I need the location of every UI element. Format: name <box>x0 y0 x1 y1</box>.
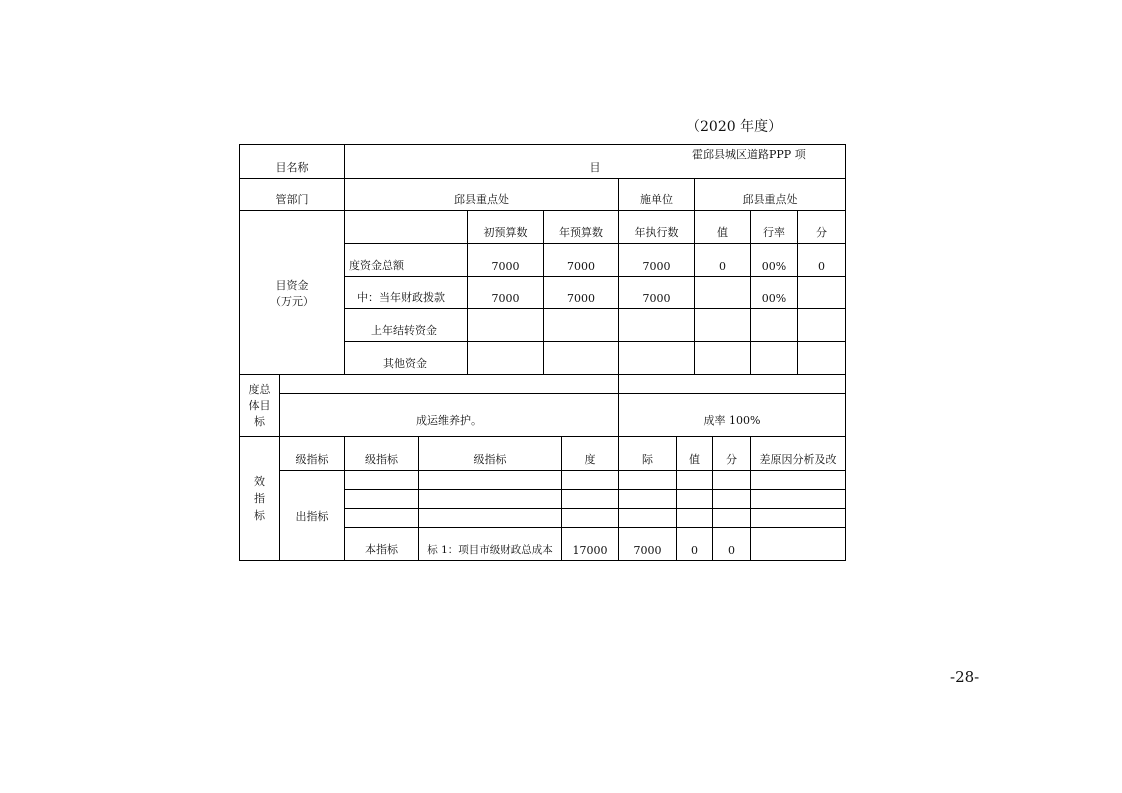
ind-last-c5 <box>618 527 677 561</box>
funds-row-0-c6-val: 0 <box>818 260 825 273</box>
funds-row-2-c6 <box>797 308 846 342</box>
ind-empty-cell <box>344 508 419 528</box>
ind-empty-cell <box>750 489 846 509</box>
ind-empty-cell <box>712 489 751 509</box>
ind-header-5-label: 际 <box>642 453 653 466</box>
funds-col-1-label: 初预算数 <box>483 226 528 239</box>
ind-header-2 <box>344 436 419 471</box>
ind-last-c7 <box>712 527 751 561</box>
funds-row-1-c1-val: 7000 <box>491 292 520 305</box>
funds-row-0-c5 <box>750 243 798 277</box>
dept-value-cell <box>344 178 619 211</box>
funds-header-blank <box>344 210 468 244</box>
project-name-value-line2: 目 <box>589 161 601 174</box>
funds-row-1-c5-val: 00% <box>761 292 787 305</box>
funds-row-1-name: 中：当年财政拨款 <box>357 291 445 304</box>
funds-col-4-label: 值 <box>717 226 728 239</box>
funds-col-6 <box>797 210 846 244</box>
funds-row-3-c4 <box>694 341 751 375</box>
funds-row-0-c4 <box>694 243 751 277</box>
funds-col-1 <box>467 210 544 244</box>
funds-row-2-c4 <box>694 308 751 342</box>
ind-header-6 <box>676 436 713 471</box>
funds-row-0-c1-val: 7000 <box>491 260 520 273</box>
funds-row-2-c5 <box>750 308 798 342</box>
funds-row-1-c3-val: 7000 <box>642 292 671 305</box>
ind-last-c3 <box>418 527 562 561</box>
indicators-label-line3: 标 <box>254 509 265 522</box>
funds-row-3-c3 <box>618 341 695 375</box>
funds-row-2-c3 <box>618 308 695 342</box>
project-name-value-line1: 霍邱县城区道路PPP 项 <box>692 148 806 161</box>
ind-last-c6-val: 0 <box>691 544 698 557</box>
ind-last-c4-val: 17000 <box>572 544 608 557</box>
funds-row-1-c5 <box>750 276 798 309</box>
unit-label-cell <box>618 178 695 211</box>
funds-row-1-c2 <box>543 276 619 309</box>
goals-label-line2: 体目 <box>248 398 271 412</box>
ind-empty-cell <box>344 470 419 490</box>
goals-left-text: 成运维养护。 <box>416 414 482 427</box>
indicators-label-line1: 效 <box>254 475 265 488</box>
funds-row-2-c2 <box>543 308 619 342</box>
funds-col-6-label: 分 <box>816 226 827 239</box>
funds-row-3-name: 其他资金 <box>383 357 427 370</box>
funds-row-0-name: 度资金总额 <box>349 259 404 272</box>
ind-header-1-label: 级指标 <box>295 453 329 466</box>
funds-col-2-label: 年预算数 <box>559 226 603 239</box>
funds-col-4 <box>694 210 751 244</box>
funds-row-name <box>344 243 468 277</box>
ind-empty-cell <box>712 508 751 528</box>
ind-empty-cell <box>676 508 713 528</box>
ind-last-c7-val: 0 <box>728 544 735 557</box>
goals-label-cell <box>239 374 280 437</box>
ind-header-4 <box>561 436 619 471</box>
goals-left-cell <box>279 393 619 437</box>
ind-header-2-label: 级指标 <box>365 453 398 466</box>
funds-label-cell <box>239 210 345 375</box>
goals-right-top <box>618 374 846 394</box>
goals-right-text: 成率 100% <box>703 414 761 427</box>
funds-row-0-c4-val: 0 <box>719 260 726 273</box>
ind-header-3 <box>418 436 562 471</box>
funds-row-1-c4 <box>694 276 751 309</box>
ind-empty-cell <box>676 470 713 490</box>
ind-last-c3-val: 标 1：项目市级财政总成本 <box>427 544 553 556</box>
funds-row-1-c1 <box>467 276 544 309</box>
ind-empty-cell <box>561 508 619 528</box>
funds-row-1-c6 <box>797 276 846 309</box>
funds-row-0-c1 <box>467 243 544 277</box>
funds-row-2-c1 <box>467 308 544 342</box>
ind-empty-cell <box>618 470 677 490</box>
funds-row-3-c2 <box>543 341 619 375</box>
ind-header-1 <box>279 436 345 471</box>
ind-header-4-label: 度 <box>584 453 596 466</box>
indicators-label-line2: 指 <box>254 492 265 505</box>
ind-empty-cell <box>618 489 677 509</box>
funds-row-2-name: 上年结转资金 <box>371 324 437 337</box>
goals-left-top <box>279 374 619 394</box>
funds-col-5 <box>750 210 798 244</box>
project-name-label-cell <box>239 144 345 179</box>
dept-label-cell <box>239 178 345 211</box>
funds-row-0-c3-val: 7000 <box>642 260 671 273</box>
dept-label: 管部门 <box>275 193 309 206</box>
funds-label-line1: 目资金 <box>275 278 309 292</box>
ind-empty-cell <box>561 470 619 490</box>
funds-col-5-label: 行率 <box>763 226 785 239</box>
ind-group-cell <box>279 470 345 561</box>
goals-label-line1: 度总 <box>248 382 271 396</box>
ind-empty-cell <box>618 508 677 528</box>
funds-row-1-c2-val: 7000 <box>567 292 595 305</box>
ind-header-8-label: 差原因分析及改 <box>759 453 837 466</box>
funds-row-0-c2-val: 7000 <box>567 260 595 273</box>
funds-row-0-c6 <box>797 243 846 277</box>
ind-header-3-label: 级指标 <box>473 453 507 466</box>
ind-empty-cell <box>418 470 562 490</box>
funds-row-3-c5 <box>750 341 798 375</box>
unit-value: 邱县重点处 <box>742 193 798 206</box>
funds-row-0-c5-val: 00% <box>761 260 787 273</box>
unit-value-cell <box>694 178 846 211</box>
funds-row-0-c2 <box>543 243 619 277</box>
ind-empty-cell <box>418 489 562 509</box>
ind-header-8 <box>750 436 846 471</box>
funds-col-2 <box>543 210 619 244</box>
funds-row-0-c3 <box>618 243 695 277</box>
unit-label: 施单位 <box>640 193 673 206</box>
ind-header-6-label: 值 <box>689 453 700 466</box>
funds-row-1-c3 <box>618 276 695 309</box>
ind-header-5 <box>618 436 677 471</box>
ind-empty-cell <box>712 470 751 490</box>
page-number: -28- <box>950 668 980 686</box>
project-name-label: 目名称 <box>275 161 309 174</box>
ind-last-c6 <box>676 527 713 561</box>
ind-last-c4 <box>561 527 619 561</box>
dept-value: 邱县重点处 <box>454 193 509 206</box>
ind-header-7-label: 分 <box>726 453 737 466</box>
funds-col-3 <box>618 210 695 244</box>
ind-last-c2 <box>344 527 419 561</box>
funds-col-3-label: 年执行数 <box>634 226 679 239</box>
indicators-label-cell <box>239 436 280 561</box>
ind-empty-cell <box>750 508 846 528</box>
ind-last-c2-val: 本指标 <box>365 543 398 556</box>
funds-row-name <box>344 341 468 375</box>
funds-row-3-c6 <box>797 341 846 375</box>
ind-header-7 <box>712 436 751 471</box>
goals-label-line3: 标 <box>254 414 265 428</box>
funds-label-line2: （万元） <box>270 294 314 308</box>
funds-row-3-c1 <box>467 341 544 375</box>
ind-group-label: 出指标 <box>295 509 329 523</box>
ind-empty-cell <box>344 489 419 509</box>
year-label: （2020 年度） <box>686 119 783 135</box>
ind-empty-cell <box>750 470 846 490</box>
ind-empty-cell <box>561 489 619 509</box>
funds-row-name <box>344 276 468 309</box>
ind-last-c8 <box>750 527 846 561</box>
goals-right-cell <box>618 393 846 437</box>
funds-row-name <box>344 308 468 342</box>
ind-empty-cell <box>418 508 562 528</box>
ind-empty-cell <box>676 489 713 509</box>
ind-last-c5-val: 7000 <box>633 544 662 557</box>
